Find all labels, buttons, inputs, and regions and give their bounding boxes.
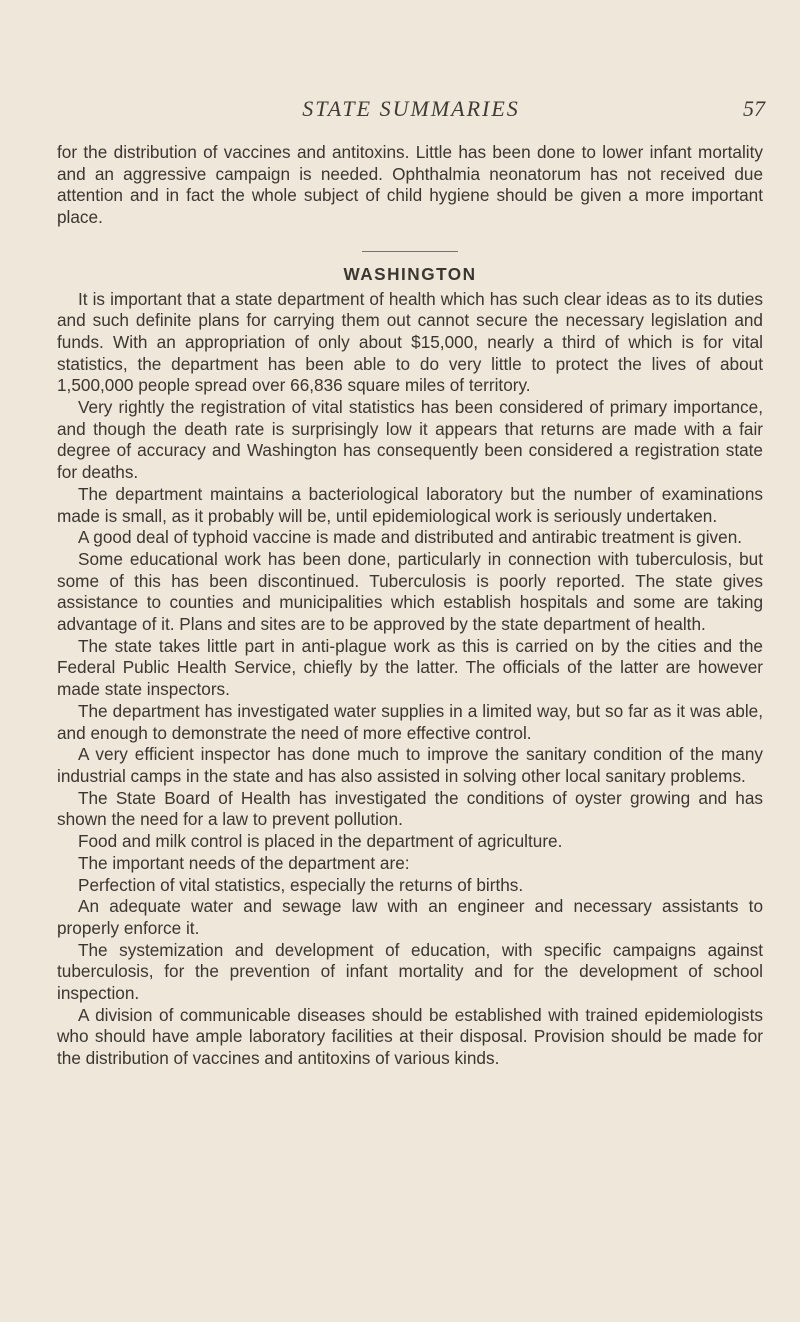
paragraph: Perfection of vital statistics, especially the returns of births. <box>78 874 524 895</box>
paragraph: A very efficient inspector has done much to improve the sanitary condition of the many industrial camps in the state and has also assisted in solving other local sanitary problems. <box>57 744 763 786</box>
paragraph: The state takes little part in anti-plague work as this is carried on by the cities and the Federal Public Health Service, chiefly by the latter. The officials of the latter are however made state inspectors. <box>57 635 763 700</box>
continuation-paragraph: for the distribution of vaccines and antitoxins. Little has been done to lower infant mortality and an aggressive campaign is needed. Ophthalmia neonatorum has not received due attention and in fact the whole subject of child hygiene should be given a more important place. <box>57 142 763 228</box>
paragraph: Very rightly the registration of vital statistics has been considered of primary importance, and though the death rate is surprisingly low it appears that returns are made with a fair degree of accuracy and Washington has consequently been considered a registration state for deaths. <box>57 397 763 483</box>
paragraph: It is important that a state department of health which has such clear ideas as to its duties and such definite plans for carrying them out cannot secure the necessary legislation and funds. With an appropriation of only about $15,000, nearly a third of which is for vital statistics, the department has been able to do very little to protect the lives of about 1,500,000 people spread over 66,836 square miles of territory. <box>57 288 763 396</box>
paragraph: The important needs of the department are: <box>78 852 410 873</box>
paragraph: The State Board of Health has investigated the conditions of oyster growing and has shown the need for a law to prevent pollution. <box>57 787 763 830</box>
page-body <box>57 142 763 1070</box>
paragraph: A good deal of typhoid vaccine is made and distributed and antirabic treatment is given. <box>78 527 743 548</box>
section-heading: WASHINGTON <box>343 263 477 284</box>
paragraph: The department maintains a bacteriological laboratory but the number of examinations made is small, as it probably will be, until epidemiological work is seriously undertaken. <box>57 483 763 526</box>
paragraph: An adequate water and sewage law with an engineer and necessary assistants to properly enforce it. <box>57 896 763 938</box>
section-divider <box>362 251 458 252</box>
page-number: 57 <box>743 96 765 121</box>
paragraph: A division of communicable diseases should be established with trained epidemiologists who should have ample laboratory facilities at their disposal. Provision should be made for the distribution of vaccines and antitoxins of various kinds. <box>57 1004 763 1069</box>
running-title: STATE SUMMARIES <box>302 96 520 121</box>
running-header <box>57 96 765 124</box>
paragraph: The systemization and development of education, with specific campaigns against tuberculosis, for the prevention of infant mortality and for the development of school inspection. <box>57 939 763 1004</box>
paragraph: The department has investigated water supplies in a limited way, but so far as it was able, and enough to demonstrate the need of more effective control. <box>57 700 763 743</box>
paragraph: Some educational work has been done, particularly in connection with tuberculosis, but some of this has been discontinued. Tuberculosis is poorly reported. The state gives assistance to counties and municipalities which establish hospitals and some are taking advantage of it. Plans and sites are to be approved by the state department of health. <box>57 548 763 635</box>
paragraph: Food and milk control is placed in the department of agriculture. <box>78 831 563 852</box>
